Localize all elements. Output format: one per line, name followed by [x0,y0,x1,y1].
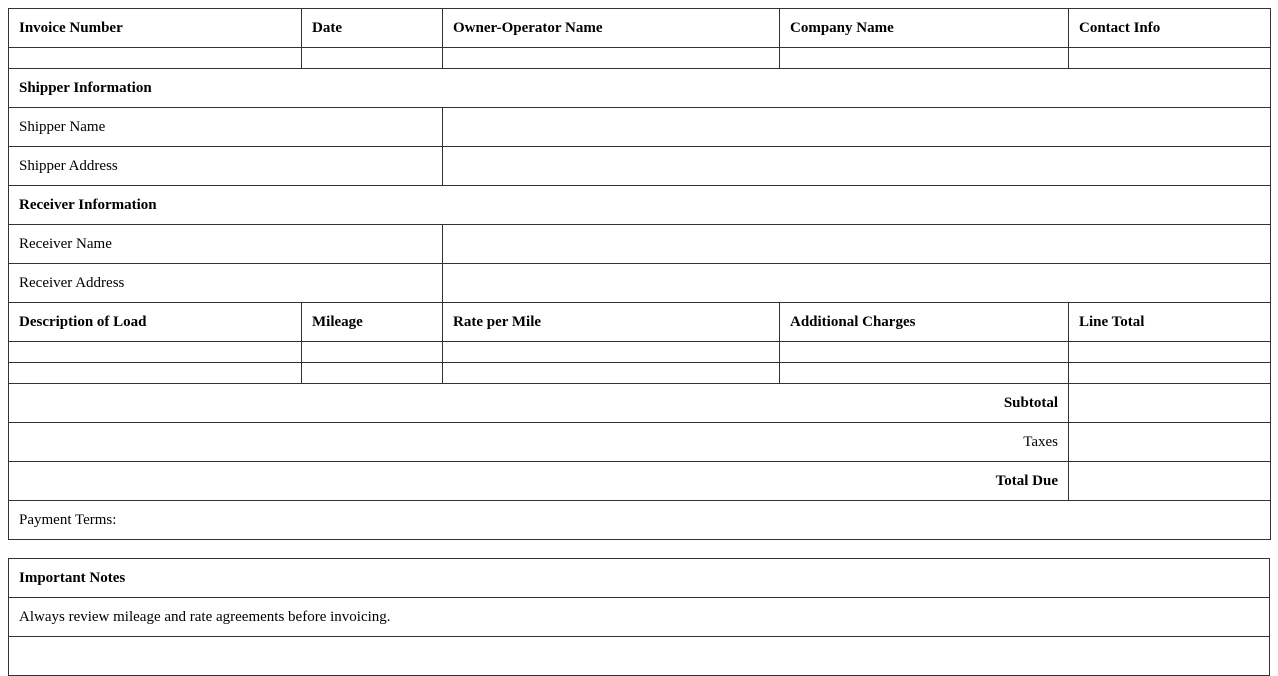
receiver-section-row [9,186,1271,225]
mileage-field[interactable] [302,342,443,363]
header-company-name: Company Name [780,9,1069,48]
header-owner-operator-name: Owner-Operator Name [443,9,780,48]
rate-per-mile-field[interactable] [443,363,780,384]
notes-empty-row [9,637,1270,676]
shipper-address-field[interactable] [443,147,1271,186]
header-line-total: Line Total [1069,303,1271,342]
rate-per-mile-field[interactable] [443,342,780,363]
header-date: Date [302,9,443,48]
header-additional-charges: Additional Charges [780,303,1069,342]
shipper-name-label: Shipper Name [9,108,443,147]
mileage-field[interactable] [302,363,443,384]
header-description-of-load: Description of Load [9,303,302,342]
load-row [9,342,1271,363]
header-values-row [9,48,1271,69]
header-invoice-number: Invoice Number [9,9,302,48]
payment-terms-row [9,501,1271,540]
load-row [9,363,1271,384]
additional-charges-field[interactable] [780,363,1069,384]
receiver-section-title: Receiver Information [9,186,1271,225]
receiver-address-row [9,264,1271,303]
note-item-empty [9,637,1270,676]
shipper-section-row [9,69,1271,108]
taxes-field[interactable] [1069,423,1271,462]
notes-item-row [9,598,1270,637]
subtotal-row [9,384,1271,423]
contact-info-field[interactable] [1069,48,1271,69]
receiver-name-label: Receiver Name [9,225,443,264]
subtotal-label: Subtotal [9,384,1069,423]
date-field[interactable] [302,48,443,69]
company-name-field[interactable] [780,48,1069,69]
receiver-name-field[interactable] [443,225,1271,264]
total-due-row [9,462,1271,501]
header-row [9,9,1271,48]
total-due-label: Total Due [9,462,1069,501]
invoice-table [8,8,1271,540]
header-mileage: Mileage [302,303,443,342]
shipper-section-title: Shipper Information [9,69,1271,108]
notes-title-row [9,559,1270,598]
header-contact-info: Contact Info [1069,9,1271,48]
payment-terms-label: Payment Terms: [9,501,1271,540]
receiver-name-row [9,225,1271,264]
notes-title: Important Notes [9,559,1270,598]
invoice-number-field[interactable] [9,48,302,69]
taxes-label: Taxes [9,423,1069,462]
description-field[interactable] [9,342,302,363]
receiver-address-label: Receiver Address [9,264,443,303]
total-due-field[interactable] [1069,462,1271,501]
line-total-field[interactable] [1069,342,1271,363]
shipper-name-row [9,108,1271,147]
load-header-row [9,303,1271,342]
shipper-address-row [9,147,1271,186]
receiver-address-field[interactable] [443,264,1271,303]
note-item: Always review mileage and rate agreements before invoicing. [9,598,1270,637]
taxes-row [9,423,1271,462]
owner-operator-name-field[interactable] [443,48,780,69]
description-field[interactable] [9,363,302,384]
additional-charges-field[interactable] [780,342,1069,363]
shipper-name-field[interactable] [443,108,1271,147]
notes-table [8,558,1270,676]
line-total-field[interactable] [1069,363,1271,384]
header-rate-per-mile: Rate per Mile [443,303,780,342]
subtotal-field[interactable] [1069,384,1271,423]
shipper-address-label: Shipper Address [9,147,443,186]
